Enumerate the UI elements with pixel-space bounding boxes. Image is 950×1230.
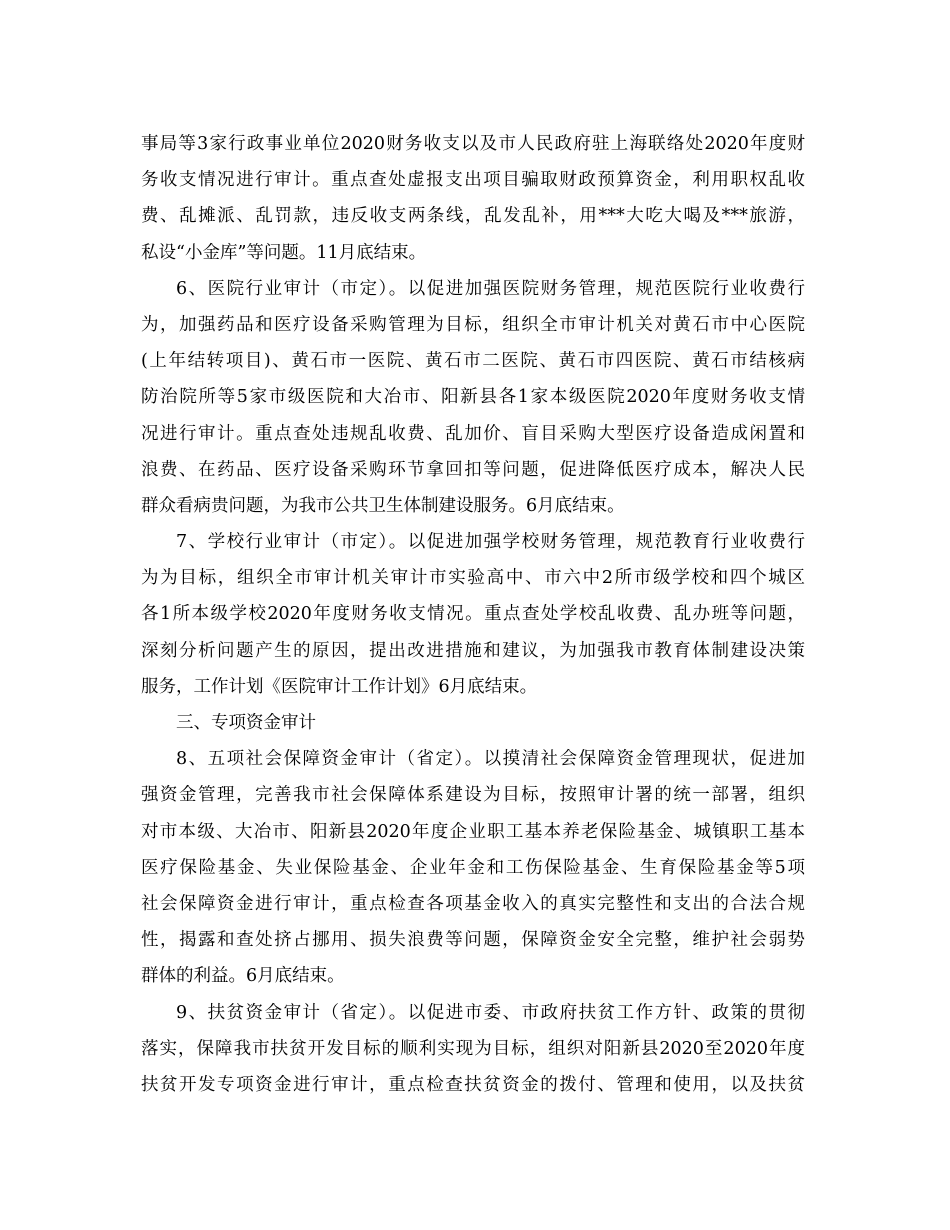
text-line: 为，加强药品和医疗设备采购管理为目标，组织全市审计机关对黄石市中心医院	[141, 314, 805, 335]
text-line: 防治院所等5家市级医院和大冶市、阳新县各1家本级医院2020年度财务收支情	[141, 387, 805, 408]
text-line: 6、医院行业审计（市定）。以促进加强医院财务管理，规范医院行业收费行	[176, 278, 805, 299]
text-line: 强资金管理，完善我市社会保障体系建设为目标，按照审计署的统一部署，组织	[141, 785, 805, 806]
document-body	[141, 126, 805, 1103]
text-line: 7、学校行业审计（市定）。以促进加强学校财务管理，规范教育行业收费行	[176, 532, 805, 553]
text-line: 况进行审计。重点查处违规乱收费、乱加价、盲目采购大型医疗设备造成闲置和	[141, 423, 805, 444]
text-line: 务收支情况进行审计。重点查处虚报支出项目骗取财政预算资金，利用职权乱收	[141, 170, 805, 191]
text-line: 8、五项社会保障资金审计（省定）。以摸清社会保障资金管理现状，促进加	[176, 749, 805, 770]
text-line: 群体的利益。6月底结束。	[141, 966, 345, 987]
text-line: 对市本级、大冶市、阳新县2020年度企业职工基本养老保险基金、城镇职工基本	[141, 821, 805, 842]
text-line: 浪费、在药品、医疗设备采购环节拿回扣等问题，促进降低医疗成本，解决人民	[141, 459, 805, 480]
text-line: 扶贫开发专项资金进行审计，重点检查扶贫资金的拨付、管理和使用，以及扶贫	[141, 1074, 805, 1095]
text-line: 各1所本级学校2020年度财务收支情况。重点查处学校乱收费、乱办班等问题，	[141, 604, 805, 625]
text-line: 三、专项资金审计	[176, 713, 316, 733]
text-line: 医疗保险基金、失业保险基金、企业年金和工伤保险基金、生育保险基金等5项	[141, 857, 805, 878]
text-line: 性，揭露和查处挤占挪用、损失浪费等问题，保障资金安全完整，维护社会弱势	[141, 930, 805, 951]
text-line: 私设“小金库”等问题。11月底结束。	[141, 242, 427, 263]
text-line: 费、乱摊派、乱罚款，违反收支两条线，乱发乱补，用***大吃大喝及***旅游，	[141, 206, 805, 227]
text-line: 为为目标，组织全市审计机关审计市实验高中、市六中2所市级学校和四个城区	[141, 568, 805, 589]
text-line: (上年结转项目)、黄石市一医院、黄石市二医院、黄石市四医院、黄石市结核病	[141, 351, 805, 372]
text-line: 事局等3家行政事业单位2020财务收支以及市人民政府驻上海联络处2020年度财	[141, 134, 805, 154]
text-line: 9、扶贫资金审计（省定）。以促进市委、市政府扶贫工作方针、政策的贯彻	[176, 1002, 805, 1023]
text-line: 社会保障资金进行审计，重点检查各项基金收入的真实完整性和支出的合法合规	[141, 893, 805, 914]
text-line: 深刻分析问题产生的原因，提出改进措施和建议，为加强我市教育体制建设决策	[141, 640, 805, 661]
text-line: 服务，工作计划《医院审计工作计划》6月底结束。	[141, 676, 538, 697]
text-line: 群众看病贵问题，为我市公共卫生体制建设服务。6月底结束。	[141, 495, 625, 516]
text-line: 落实，保障我市扶贫开发目标的顺利实现为目标，组织对阳新县2020至2020年度	[141, 1038, 805, 1059]
